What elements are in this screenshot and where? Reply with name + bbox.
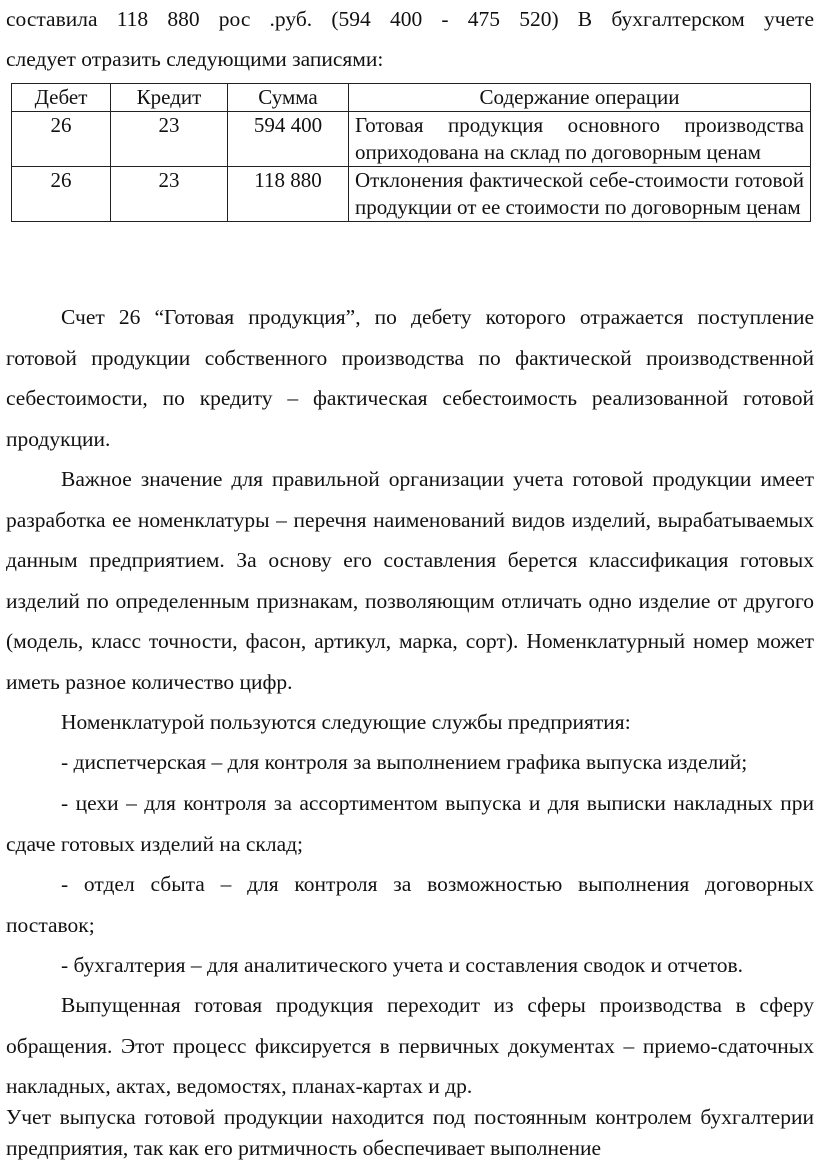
intro-line-1: составила 118 880 рос .руб. (594 400 - 475 520) В бухгалтерском учете xyxy=(6,7,814,31)
cell-credit: 23 xyxy=(111,167,228,222)
list-item-dispatch: - диспетчерская – для контроля за выполнением графика выпуска изделий; xyxy=(61,750,748,774)
cell-debit: 26 xyxy=(12,167,111,222)
cell-description: Готовая продукция основного производства оприходована на склад по договорным ценам xyxy=(349,112,811,167)
header-credit: Кредит xyxy=(111,84,228,112)
paragraph-output-accounting: Учет выпуска готовой продукции находится под постоянным контролем бухгалтерии предприятия, так как его ритмичность обеспечивает выполнение xyxy=(6,1105,814,1160)
intro-line-2: следует отразить следующими записями: xyxy=(6,47,384,71)
list-item-accounting: - бухгалтерия – для аналитического учета и составления сводок и отчетов. xyxy=(61,953,744,977)
header-amount: Сумма xyxy=(228,84,349,112)
paragraph-nomenclature: Важное значение для правильной организации учета готовой продукции имеет разработка ее номенклатуры – перечня наименований видов изделий, вырабатываемых данным предприятием. За основу его составления берется классификация готовых изделий по определенным признакам, позволяющим отличать одно изделие от другого (модель, класс точности, фасон, артикул, марка, сорт). Номенклатурный номер может иметь разное количество цифр. xyxy=(6,467,814,694)
table-row xyxy=(12,112,811,167)
table-row xyxy=(12,167,811,222)
header-description: Содержание операции xyxy=(349,84,811,112)
paragraph-account-26: Счет 26 “Готовая продукция”, по дебету которого отражается поступление готовой продукции собственного производства по фактической производственной себестоимости, по кредиту – фактическая себестоимость реализованной готовой продукции. xyxy=(6,305,814,451)
paragraph-circulation: Выпущенная готовая продукция переходит из сферы производства в сферу обращения. Этот процесс фиксируется в первичных документах – приемо-сдаточных накладных, актах, ведомостях, планах-картах и др. xyxy=(6,993,814,1098)
list-item-sales: - отдел сбыта – для контроля за возможностью выполнения договорных поставок; xyxy=(6,872,814,937)
cell-credit: 23 xyxy=(111,112,228,167)
table-header-row xyxy=(12,84,811,112)
header-debit: Дебет xyxy=(12,84,111,112)
cell-amount: 118 880 xyxy=(228,167,349,222)
paragraph-services-intro: Номенклатурой пользуются следующие службы предприятия: xyxy=(61,710,631,734)
cell-description: Отклонения фактической себе-стоимости готовой продукции от ее стоимости по договорным ценам xyxy=(349,167,811,222)
list-item-workshops: - цехи – для контроля за ассортиментом выпуска и для выписки накладных при сдаче готовых изделий на склад; xyxy=(6,791,814,856)
cell-amount: 594 400 xyxy=(228,112,349,167)
entries-table xyxy=(11,83,811,222)
cell-debit: 26 xyxy=(12,112,111,167)
